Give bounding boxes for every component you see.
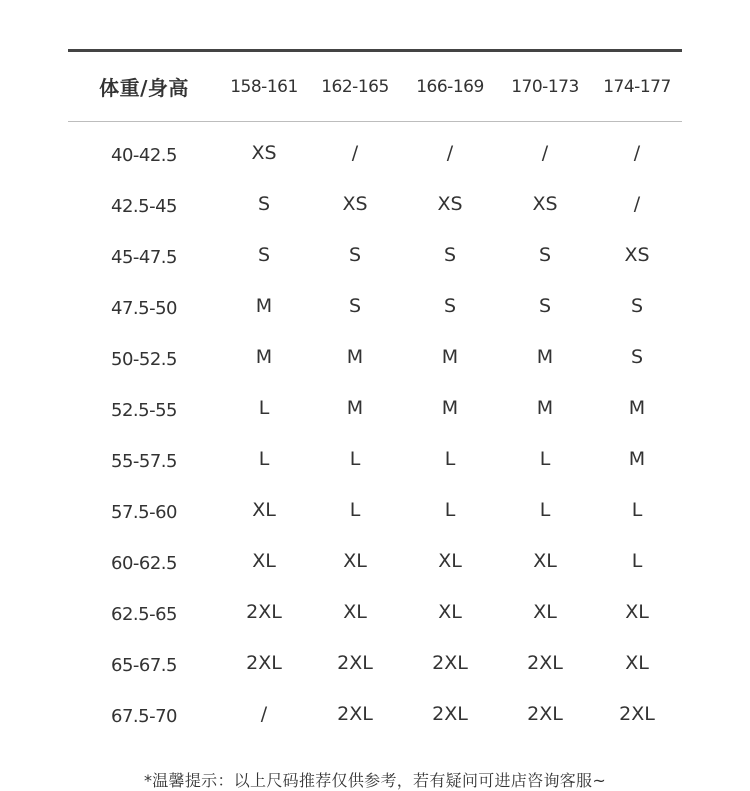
size-cell: M (628, 396, 646, 419)
weight-range-cell: 67.5-70 (111, 706, 177, 727)
size-cell: M (346, 396, 364, 419)
weight-range-cell: 40-42.5 (111, 145, 177, 166)
table-row (68, 586, 682, 637)
weight-range-cell: 42.5-45 (111, 196, 177, 217)
table-row (68, 331, 682, 382)
weight-range-cell: 57.5-60 (111, 502, 177, 523)
weight-range-cell: 62.5-65 (111, 604, 177, 625)
size-cell: XS (624, 243, 650, 266)
size-cell: XL (625, 600, 649, 623)
size-cell: M (441, 345, 459, 368)
size-cell: S (348, 243, 362, 266)
table-row (68, 280, 682, 331)
size-cell: L (444, 447, 456, 470)
size-cell: XL (252, 549, 276, 572)
size-cell: L (258, 447, 270, 470)
size-cell: XS (437, 192, 463, 215)
size-cell: M (628, 447, 646, 470)
size-cell: 2XL (527, 651, 563, 674)
size-cell: S (443, 294, 457, 317)
size-cell: 2XL (246, 651, 282, 674)
size-cell: / (446, 141, 454, 164)
size-chart-table (68, 49, 682, 739)
size-cell: 2XL (246, 600, 282, 623)
size-cell: S (630, 294, 644, 317)
weight-range-cell: 47.5-50 (111, 298, 177, 319)
size-cell: M (441, 396, 459, 419)
size-cell: S (348, 294, 362, 317)
table-row (68, 382, 682, 433)
size-cell: / (260, 702, 268, 725)
weight-range-cell: 55-57.5 (111, 451, 177, 472)
table-row (68, 229, 682, 280)
table-row (68, 484, 682, 535)
weight-range-cell: 50-52.5 (111, 349, 177, 370)
size-cell: L (349, 498, 361, 521)
size-cell: XS (251, 141, 277, 164)
table-row (68, 433, 682, 484)
size-cell: M (346, 345, 364, 368)
size-cell: L (631, 498, 643, 521)
size-cell: XL (533, 549, 557, 572)
size-cell: / (633, 141, 641, 164)
table-row (68, 127, 682, 178)
size-cell: XS (342, 192, 368, 215)
size-cell: M (536, 396, 554, 419)
size-cell: / (541, 141, 549, 164)
size-cell: L (444, 498, 456, 521)
size-cell: L (349, 447, 361, 470)
size-cell: S (257, 192, 271, 215)
size-cell: 2XL (337, 702, 373, 725)
size-cell: 2XL (432, 702, 468, 725)
size-cell: XL (533, 600, 557, 623)
height-header: 170-173 (511, 76, 579, 97)
size-cell: XL (625, 651, 649, 674)
table-body (68, 122, 682, 739)
size-cell: M (536, 345, 554, 368)
size-cell: S (538, 243, 552, 266)
height-header: 158-161 (230, 76, 298, 97)
size-cell: S (538, 294, 552, 317)
size-cell: L (539, 498, 551, 521)
size-cell: 2XL (619, 702, 655, 725)
size-cell: L (539, 447, 551, 470)
size-cell: XL (252, 498, 276, 521)
size-cell: XL (343, 549, 367, 572)
table-header-row (68, 52, 682, 122)
size-cell: / (351, 141, 359, 164)
size-cell: / (633, 192, 641, 215)
size-cell: 2XL (337, 651, 373, 674)
size-cell: S (257, 243, 271, 266)
size-cell: XL (438, 600, 462, 623)
size-cell: M (255, 345, 273, 368)
weight-range-cell: 65-67.5 (111, 655, 177, 676)
size-cell: XS (532, 192, 558, 215)
size-cell: XL (438, 549, 462, 572)
size-cell: S (443, 243, 457, 266)
weight-range-cell: 52.5-55 (111, 400, 177, 421)
table-row (68, 688, 682, 739)
size-cell: S (630, 345, 644, 368)
size-cell: L (631, 549, 643, 572)
table-row (68, 535, 682, 586)
weight-range-cell: 60-62.5 (111, 553, 177, 574)
size-cell: XL (343, 600, 367, 623)
size-cell: 2XL (527, 702, 563, 725)
weight-range-cell: 45-47.5 (111, 247, 177, 268)
size-cell: M (255, 294, 273, 317)
height-header: 166-169 (416, 76, 484, 97)
table-row (68, 637, 682, 688)
height-header: 162-165 (321, 76, 389, 97)
height-header: 174-177 (603, 76, 671, 97)
size-cell: 2XL (432, 651, 468, 674)
size-cell: L (258, 396, 270, 419)
table-row (68, 178, 682, 229)
size-recommendation-note: *温馨提示：以上尺码推荐仅供参考，若有疑问可进店咨询客服~ (143, 771, 607, 790)
corner-header: 体重/身高 (99, 76, 189, 100)
